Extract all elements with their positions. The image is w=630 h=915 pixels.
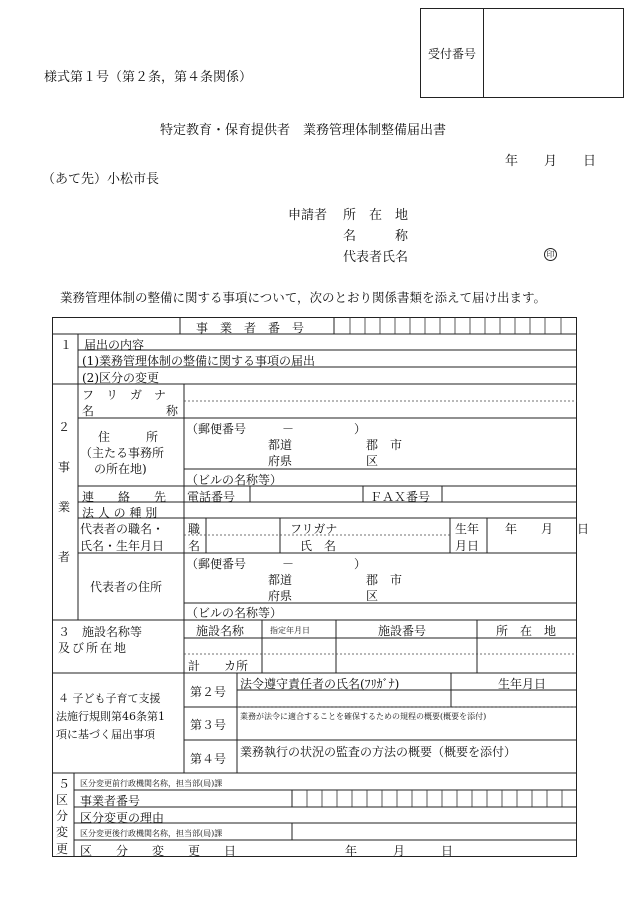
business-number-label-2: 事業者番号	[80, 794, 141, 808]
location-label: 所 在 地	[496, 624, 557, 638]
facility-number-label: 施設番号	[378, 624, 427, 638]
mei-label: 名	[188, 539, 201, 553]
section4-title-1: ４ 子ども子育て支援	[58, 692, 161, 705]
corp-type-label: 法 人 の 種 別	[82, 506, 158, 520]
item-no4-text: 業務執行の状況の監査の方法の概要（概要を添付）	[240, 745, 517, 759]
building-label: （ビルの名称等）	[186, 473, 283, 487]
change-date-label: 区 分 変 更 日	[80, 844, 237, 858]
applicant-rep-label: 代表者氏名	[343, 250, 409, 265]
receipt-number-field[interactable]	[484, 9, 623, 97]
submission-date: 年 月 日	[505, 154, 597, 169]
applicant-name-label: 名 称	[343, 229, 409, 244]
shoku-label: 職	[188, 522, 201, 536]
section2-side-1: ２	[58, 420, 71, 434]
rep-ku-label: 区	[366, 589, 379, 603]
gun-shi-label: 郡 市	[366, 438, 403, 452]
section1-item1[interactable]: (1)業務管理体制の整備に関する事項の届出	[82, 354, 315, 368]
rep-postal-code[interactable]: （郵便番号 － ）	[186, 557, 367, 571]
seal-icon: 印	[544, 246, 557, 261]
section5-side-2: 区	[56, 793, 69, 807]
birth-label-2: 月日	[455, 539, 480, 553]
section1-title: １ 届出の内容	[60, 338, 145, 352]
rep-fuken-label: 府県	[268, 589, 293, 603]
section3-title-1: ３ 施設名称等	[58, 625, 143, 639]
page-title: 特定教育・保育提供者 業務管理体制整備届出書	[160, 123, 447, 138]
designation-date-label: 指定年月日	[270, 626, 310, 635]
receipt-number-box	[420, 8, 624, 98]
section5-side-3: 分	[56, 809, 69, 823]
furigana-label: フ リ ガ ナ	[82, 388, 167, 402]
tel-label: 電話番号	[187, 490, 236, 504]
rep-gun-shi-label: 郡 市	[366, 573, 403, 587]
rep-title-label-1: 代表者の職名・	[80, 522, 165, 536]
rep-todo-label: 都道	[268, 573, 293, 587]
form-number: 様式第１号（第２条，第４条関係）	[44, 70, 253, 85]
business-number-label: 事 業 者 番 号	[196, 321, 305, 335]
next-agency-label: 区分変更後行政機関名称，担当部(局)課	[80, 829, 223, 838]
item-no2-text: 法令遵守責任者の氏名(ﾌﾘｶﾞﾅ)	[240, 677, 400, 691]
birth-date: 年 月 日	[505, 522, 590, 536]
rep-building-label: （ビルの名称等）	[186, 606, 283, 620]
item-no3-text: 業務が法令に適合することを確保するための規程の概要(概要を添付)	[240, 712, 487, 721]
intro-text: 業務管理体制の整備に関する事項について，次のとおり関係書類を添えて届け出ます。	[60, 290, 547, 305]
change-date-value: 年 月 日	[345, 844, 454, 858]
section4-title-2: 法施行規則第46条第1	[56, 710, 165, 723]
birth-label-1: 生年	[455, 522, 480, 536]
facility-name-label: 施設名称	[196, 624, 245, 638]
section4-title-3: 項に基づく届出事項	[56, 728, 155, 741]
name-label: 名 称	[82, 404, 179, 418]
section2-side-3: 業	[58, 500, 71, 514]
contact-label: 連 絡 先	[82, 490, 167, 504]
item-no2-birth: 生年月日	[498, 677, 547, 691]
address-label: 住 所	[98, 430, 159, 444]
ku-label: 区	[366, 454, 379, 468]
facility-total: 計 カ所	[188, 659, 249, 673]
section2-side-2: 事	[58, 460, 71, 474]
section5-side-4: 変	[56, 825, 69, 839]
fax-label: ＦＡＸ番号	[370, 490, 431, 504]
rep-name-label: 氏 名	[300, 539, 337, 553]
item-no2-label: 第２号	[190, 685, 227, 699]
address-label-3: の所在地)	[94, 462, 147, 476]
change-reason-label: 区分変更の理由	[80, 811, 165, 825]
applicant-address-label: 所 在 地	[343, 208, 409, 223]
todo-label: 都道	[268, 438, 293, 452]
rep-address-label: 代表者の住所	[90, 580, 163, 594]
item-no3-label: 第３号	[190, 718, 227, 732]
section2-side-4: 者	[58, 550, 71, 564]
rep-title-label-2: 氏名・生年月日	[80, 539, 165, 553]
section5-side-1: ５	[58, 777, 71, 791]
section5-side-5: 更	[56, 842, 69, 856]
rep-furigana-label: フリガナ	[290, 522, 338, 536]
section1-item2[interactable]: (2)区分の変更	[82, 371, 159, 385]
postal-code[interactable]: （郵便番号 － ）	[186, 422, 367, 436]
address-label-2: （主たる事務所	[80, 446, 165, 460]
section3-title-2: 及び所在地	[58, 641, 129, 655]
item-no4-label: 第４号	[190, 752, 227, 766]
addressee: （あて先）小松市長	[42, 172, 160, 187]
applicant-label: 申請者	[288, 208, 328, 223]
receipt-number-label: 受付番号	[421, 9, 484, 97]
fuken-label: 府県	[268, 454, 293, 468]
prev-agency-label: 区分変更前行政機関名称，担当部(局)課	[80, 779, 223, 788]
